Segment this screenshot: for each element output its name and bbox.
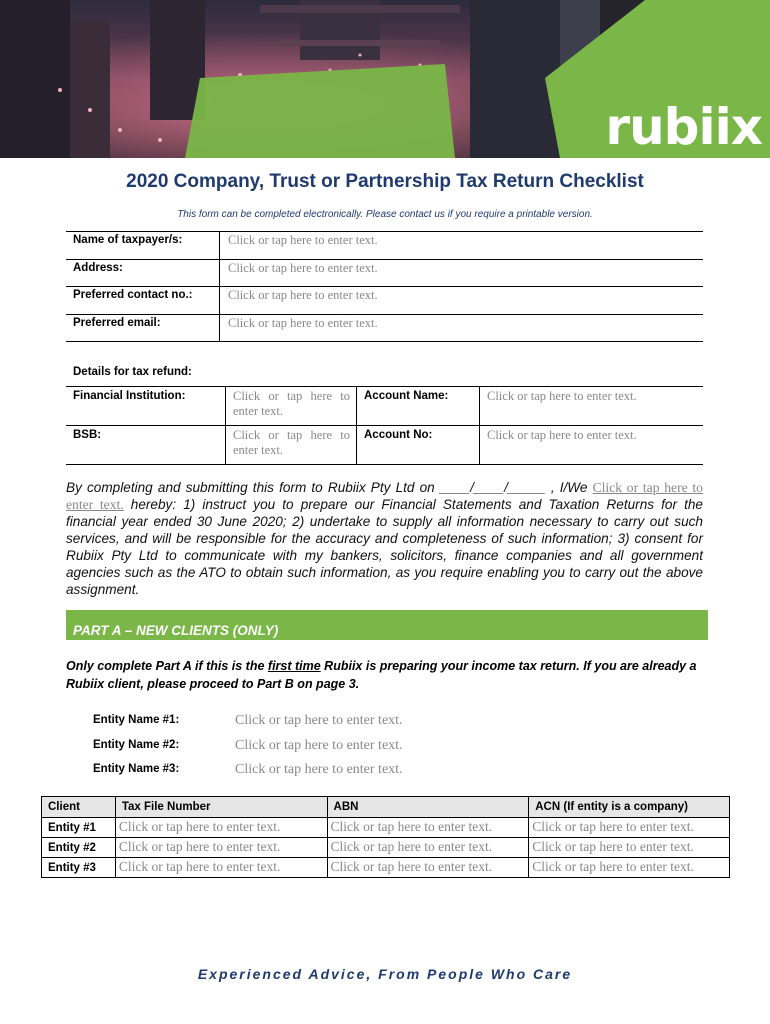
field-label: Account No: [356,426,479,464]
entity-name-row [93,762,403,787]
header-banner [0,0,770,158]
entity-label: Entity #1 [42,818,116,838]
entity-name-row [93,713,403,738]
table-header-row [42,797,730,818]
entity-details-table [41,796,730,878]
table-row [42,818,730,838]
entity-name-2-field[interactable]: Click or tap here to enter text. [235,737,403,753]
entity-names-list [93,713,403,787]
entity-label: Entity #2 [42,838,116,858]
contact-row [66,287,703,315]
account-name-field[interactable]: Click or tap here to enter text. [479,387,703,425]
abn-field[interactable]: Click or tap here to enter text. [327,858,529,878]
entity-name-1-field[interactable]: Click or tap here to enter text. [235,713,403,728]
instruction-emphasis: first time [267,659,321,673]
field-label: Financial Institution: [73,390,186,402]
column-header: ABN [327,797,529,818]
field-label: BSB: [73,429,102,441]
column-header: ACN (If entity is a company) [529,797,730,818]
field-label: Address: [66,260,220,287]
refund-heading: Details for tax refund: [73,366,192,378]
column-header: Client [42,797,116,818]
table-row [42,858,730,878]
entity-name-row [93,738,403,763]
abn-field[interactable]: Click or tap here to enter text. [327,838,529,858]
tfn-field[interactable]: Click or tap here to enter text. [115,818,327,838]
field-label: Entity Name #1: [93,714,180,726]
email-row [66,315,703,343]
acn-field[interactable]: Click or tap here to enter text. [529,838,730,858]
table-row [42,838,730,858]
field-label: Entity Name #2: [93,738,180,751]
field-label: Account Name: [356,387,479,425]
instruction-text: Rubiix is preparing your income tax return. If you are already a Rubiix client, please proceed to Part B on page 3. [66,659,697,691]
field-label: Entity Name #3: [93,763,180,775]
part-a-heading: PART A – NEW CLIENTS (ONLY) [66,610,708,640]
field-label: Name of taxpayer/s: [66,232,220,259]
refund-row [66,387,703,426]
address-row [66,260,703,288]
column-header: Tax File Number [115,797,327,818]
account-number-field[interactable]: Click or tap here to enter text. [479,426,703,464]
refund-row [66,426,703,465]
consent-text: By completing and submitting this form to Rubiix Pty Ltd on ____/____/_____ , I/We [66,480,593,495]
instruction-text: Only complete Part A if this is the [66,659,268,673]
abn-field[interactable]: Click or tap here to enter text. [327,818,529,838]
entity-name-3-field[interactable]: Click or tap here to enter text. [235,762,403,777]
acn-field[interactable]: Click or tap here to enter text. [529,818,730,838]
field-label: Preferred contact no.: [66,287,220,314]
taxpayer-name-row [66,232,703,260]
bsb-field[interactable]: Click or tap here to enter text. [225,426,356,464]
part-a-instructions [66,657,706,693]
rubiix-logo: rubiix [605,98,762,156]
page-subtitle: This form can be completed electronically. Please contact us if you require a printable version. [177,209,593,220]
taxpayer-details-table [66,231,703,342]
footer-tagline: Experienced Advice, From People Who Care [197,966,573,982]
page-title: 2020 Company, Trust or Partnership Tax Return Checklist [126,171,644,192]
entity-label: Entity #3 [42,858,116,878]
email-field[interactable]: Click or tap here to enter text. [228,315,378,330]
consent-paragraph [66,479,703,598]
financial-institution-field[interactable]: Click or tap here to enter text. [225,387,356,425]
tfn-field[interactable]: Click or tap here to enter text. [115,838,327,858]
acn-field[interactable]: Click or tap here to enter text. [529,858,730,878]
tfn-field[interactable]: Click or tap here to enter text. [115,858,327,878]
contact-number-field[interactable]: Click or tap here to enter text. [228,288,378,302]
refund-details-table [66,386,703,465]
address-field[interactable]: Click or tap here to enter text. [228,260,378,275]
consent-name-field[interactable]: Click or tap here to enter text. [66,480,703,512]
field-label: Preferred email: [66,315,220,342]
taxpayer-name-field[interactable]: Click or tap here to enter text. [228,233,378,247]
consent-text: hereby: 1) instruct you to prepare our Financial Statements and Taxation Returns for the financial year ended 30 June 2020; 2) undertake to supply all information necessary to carry out such services, and will be responsible for the accuracy and completeness of such information; 3) consent for Rubiix Pty Ltd to communicate with my bankers, solicitors, finance companies and all government agencies such as the ATO to obtain such information, as you require enabling you to carry out the above assignment. [66,497,703,597]
